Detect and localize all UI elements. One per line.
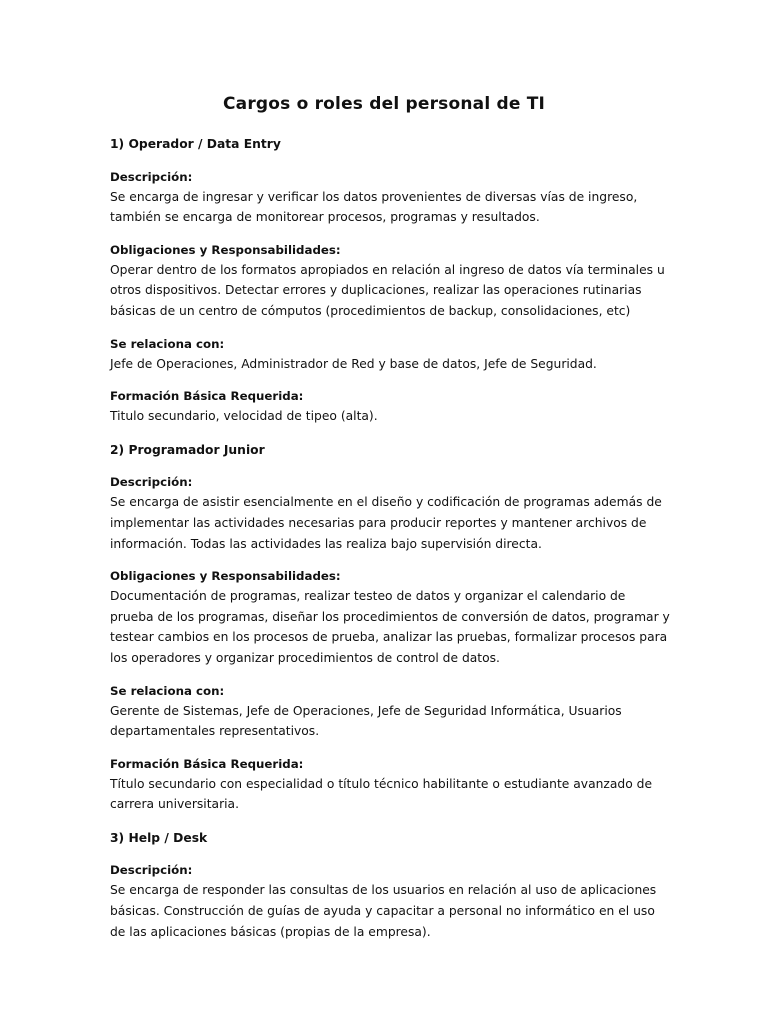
document-body [110,134,670,955]
field-text: Titulo secundario, velocidad de tipeo (alta). [110,409,378,424]
field-descripcion [110,861,670,942]
field-se-relaciona [110,682,670,742]
field-text: Documentación de programas, realizar testeo de datos y organizar el calendario de prueba de los programas, diseñar los procedimientos de conversión de datos, programar y testear cambios en los procesos de prueba, analizar las pruebas, formalizar procesos para los operadores y organizar procedimientos de control de datos. [110,589,670,665]
role-section-help-desk [110,828,670,942]
field-se-relaciona [110,335,670,375]
document-title: Cargos o roles del personal de TI [222,94,546,114]
field-text: Se encarga de responder las consultas de los usuarios en relación al uso de aplicaciones básicas. Construcción de guías de ayuda y capacitar a personal no informático en el uso de las aplicaciones básicas (propias de la empresa). [110,883,657,939]
role-section-operador [110,134,670,427]
field-label: Se relaciona con: [110,683,225,698]
role-section-programador-junior [110,440,670,815]
role-heading: 1) Operador / Data Entry [110,137,281,151]
field-label: Descripción: [110,475,193,490]
field-text: Gerente de Sistemas, Jefe de Operaciones, Jefe de Seguridad Informática, Usuarios departamentales representativos. [110,703,622,739]
field-descripcion [110,168,670,228]
field-obligaciones [110,241,670,322]
field-formacion [110,755,670,815]
field-text: Título secundario con especialidad o título técnico habilitante o estudiante avanzado de carrera universitaria. [110,776,653,812]
field-text: Operar dentro de los formatos apropiados en relación al ingreso de datos vía terminales u otros dispositivos. Detectar errores y duplicaciones, realizar las operaciones rutinarias básicas de un centro de cómputos (procedimientos de backup, consolidaciones, etc) [110,262,665,318]
field-label: Formación Básica Requerida: [110,756,304,771]
field-text: Se encarga de asistir esencialmente en el diseño y codificación de programas además de implementar las actividades necesarias para producir reportes y mantener archivos de información. Todas las actividades las realiza bajo supervisión directa. [110,495,662,551]
role-heading: 2) Programador Junior [110,442,265,457]
field-text: Se encarga de ingresar y verificar los datos provenientes de diversas vías de ingreso, también se encarga de monitorear procesos, programas y resultados. [110,189,638,225]
field-label: Se relaciona con: [110,336,225,351]
field-text: Jefe de Operaciones, Administrador de Red y base de datos, Jefe de Seguridad. [110,356,597,371]
role-heading: 3) Help / Desk [110,830,208,845]
field-label: Obligaciones y Responsabilidades: [110,242,341,257]
field-formacion [110,387,670,427]
field-label: Descripción: [110,863,193,878]
field-obligaciones [110,567,670,668]
field-descripcion [110,473,670,554]
field-label: Descripción: [110,169,193,184]
field-label: Obligaciones y Responsabilidades: [110,569,341,584]
field-label: Formación Básica Requerida: [110,389,304,404]
